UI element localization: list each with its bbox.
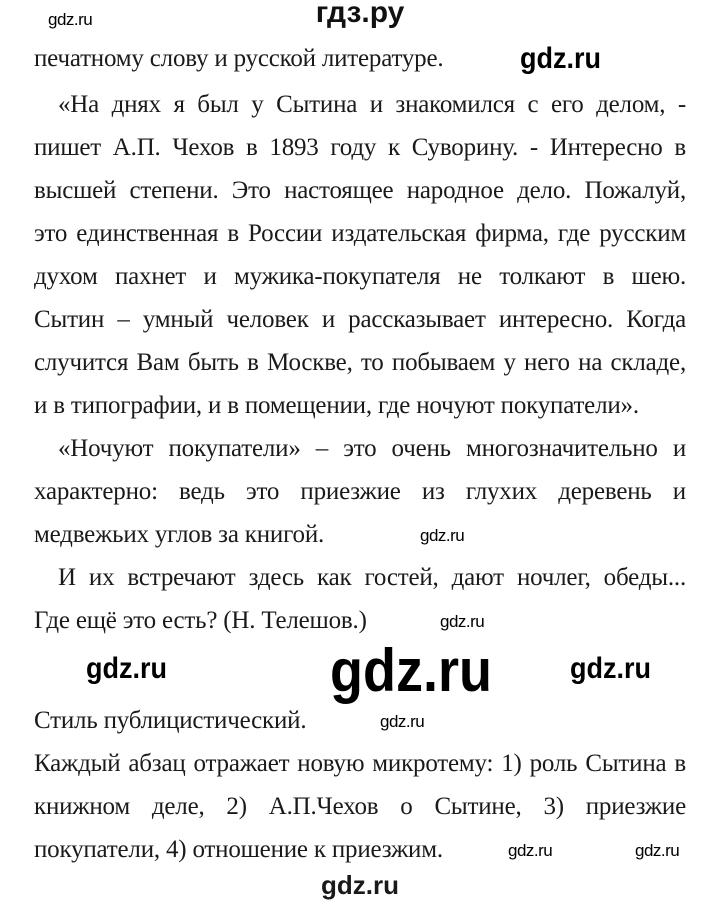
text-line: пишет А.П. Чехов в 1893 году к Суворину. - Интересно в (34, 134, 686, 161)
text-line: высшей степени. Это настоящее народное дело. Пожалуй, (34, 177, 686, 204)
watermark: gdz.ru (520, 42, 601, 75)
site-header: гдз.ру (315, 0, 405, 29)
watermark: gdz.ru (570, 652, 651, 685)
watermark: gdz.ru (440, 612, 485, 631)
text-line: это единственная в России издательская фирма, где русским (34, 220, 686, 247)
text-line: случится Вам быть в Москве, то побываем у него на складе, (34, 349, 686, 376)
text-line: характерно: ведь это приезжие из глухих деревень и (34, 478, 686, 505)
text-line: покупатели, 4) отношение к приезжим. (34, 836, 443, 863)
text-line: И их встречают здесь как гостей, дают ночлег, обеды... (58, 564, 686, 591)
watermark-large: gdz.ru (330, 637, 492, 704)
text-line: духом пахнет и мужика-покупателя не толкают в шею. (34, 263, 686, 290)
text-line: и в типографии, и в помещении, где ночуют покупатели». (34, 392, 639, 419)
site-footer: gdz.ru (321, 870, 399, 900)
watermark: gdz.ru (380, 712, 425, 731)
text-line: Где ещё это есть? (Н. Телешов.) (34, 607, 367, 634)
text-line: медвежьих углов за книгой. (34, 521, 325, 548)
watermark: gdz.ru (48, 10, 93, 29)
watermark: gdz.ru (635, 841, 680, 860)
text-line: «Ночуют покупатели» – это очень многозначительно и (58, 435, 686, 462)
text-line: печатному слову и русской литературе. (34, 45, 444, 72)
watermark: gdz.ru (508, 841, 553, 860)
text-line: Каждый абзац отражает новую микротему: 1) роль Сытина в (34, 750, 686, 777)
text-line: Стиль публицистический. (34, 707, 307, 734)
watermark: gdz.ru (420, 526, 465, 545)
text-line: книжном деле, 2) А.П.Чехов о Сытине, 3) приезжие (34, 793, 686, 820)
text-line: Сытин – умный человек и рассказывает интересно. Когда (34, 306, 686, 333)
watermark: gdz.ru (86, 652, 167, 685)
text-line: «На днях я был у Сытина и знакомился с его делом, - (58, 91, 686, 118)
